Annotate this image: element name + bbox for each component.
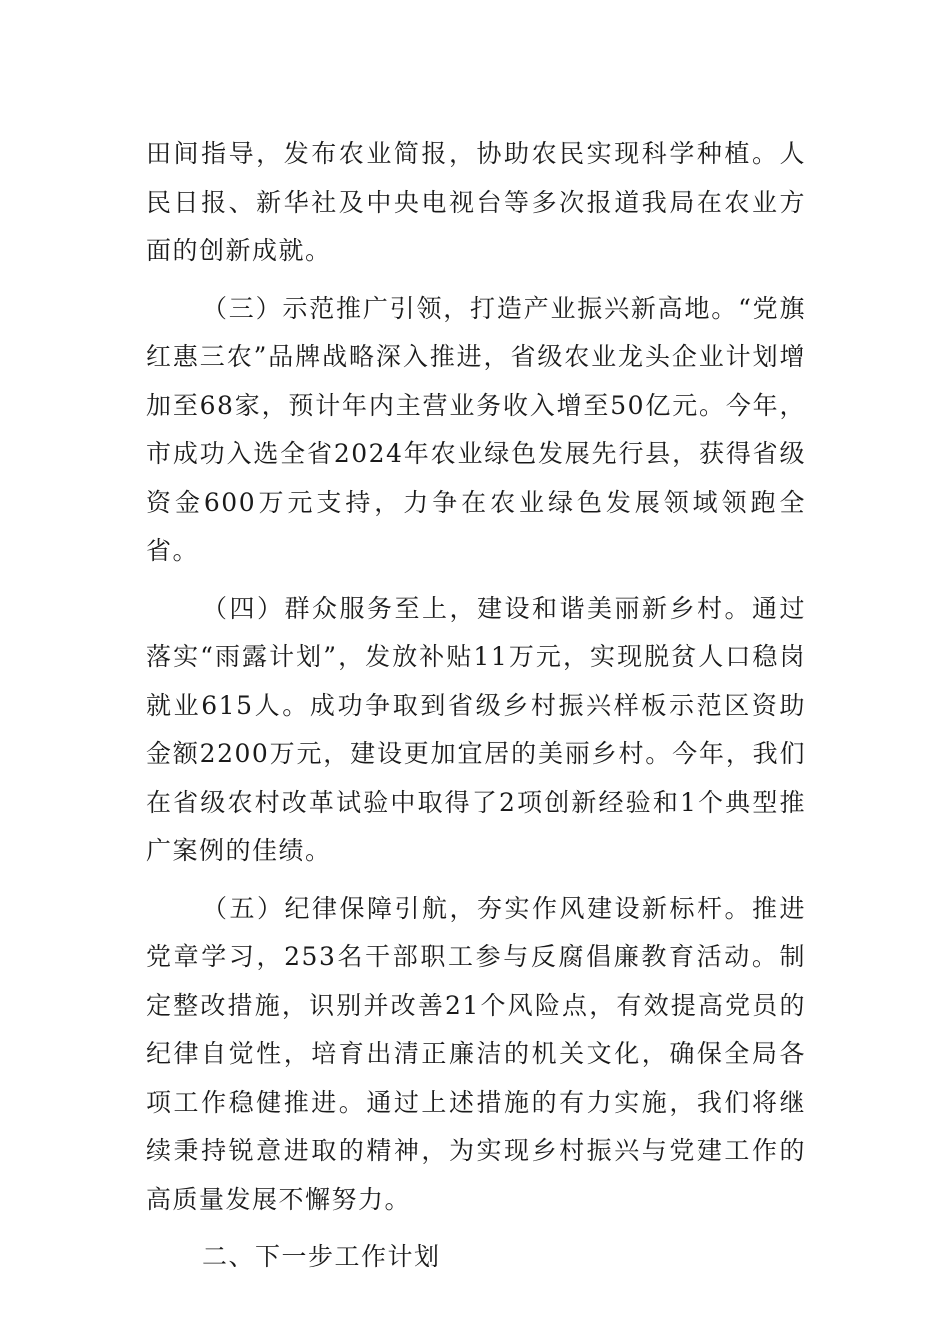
paragraph-mass-service: （四）群众服务至上，建设和谐美丽新乡村。通过落实“雨露计划”，发放补贴11万元，实现脱贫人口稳岗就业615人。成功争取到省级乡村振兴样板示范区资助金额2200万元，建设更加宜居的美丽乡村。今年，我们在省级农村改革试验中取得了2项创新经验和1个典型推广案例的佳绩。 — [146, 593, 806, 865]
paragraph-field-guidance: 田间指导，发布农业简报，协助农民实现科学种植。人民日报、新华社及中央电视台等多次报道我局在农业方面的创新成就。 — [146, 139, 806, 265]
paragraph-demonstration-promotion: （三）示范推广引领，打造产业振兴新高地。“党旗红惠三农”品牌战略深入推进，省级农业龙头企业计划增加至68家，预计年内主营业务收入增至50亿元。今年，市成功入选全省2024年农业绿色发展先行县，获得省级资金600万元支持，力争在农业绿色发展领域领跑全省。 — [146, 293, 806, 565]
paragraph-discipline-guarantee: （五）纪律保障引航，夯实作风建设新标杆。推进党章学习，253名干部职工参与反腐倡廉教育活动。制定整改措施，识别并改善21个风险点，有效提高党员的纪律自觉性，培育出清正廉洁的机关文化，确保全局各项工作稳健推进。通过上述措施的有力实施，我们将继续秉持锐意进取的精神，为实现乡村振兴与党建工作的高质量发展不懈努力。 — [146, 893, 806, 1214]
section-heading-next-plan: 二、下一步工作计划 — [202, 1242, 441, 1271]
document-body — [146, 130, 806, 1291]
